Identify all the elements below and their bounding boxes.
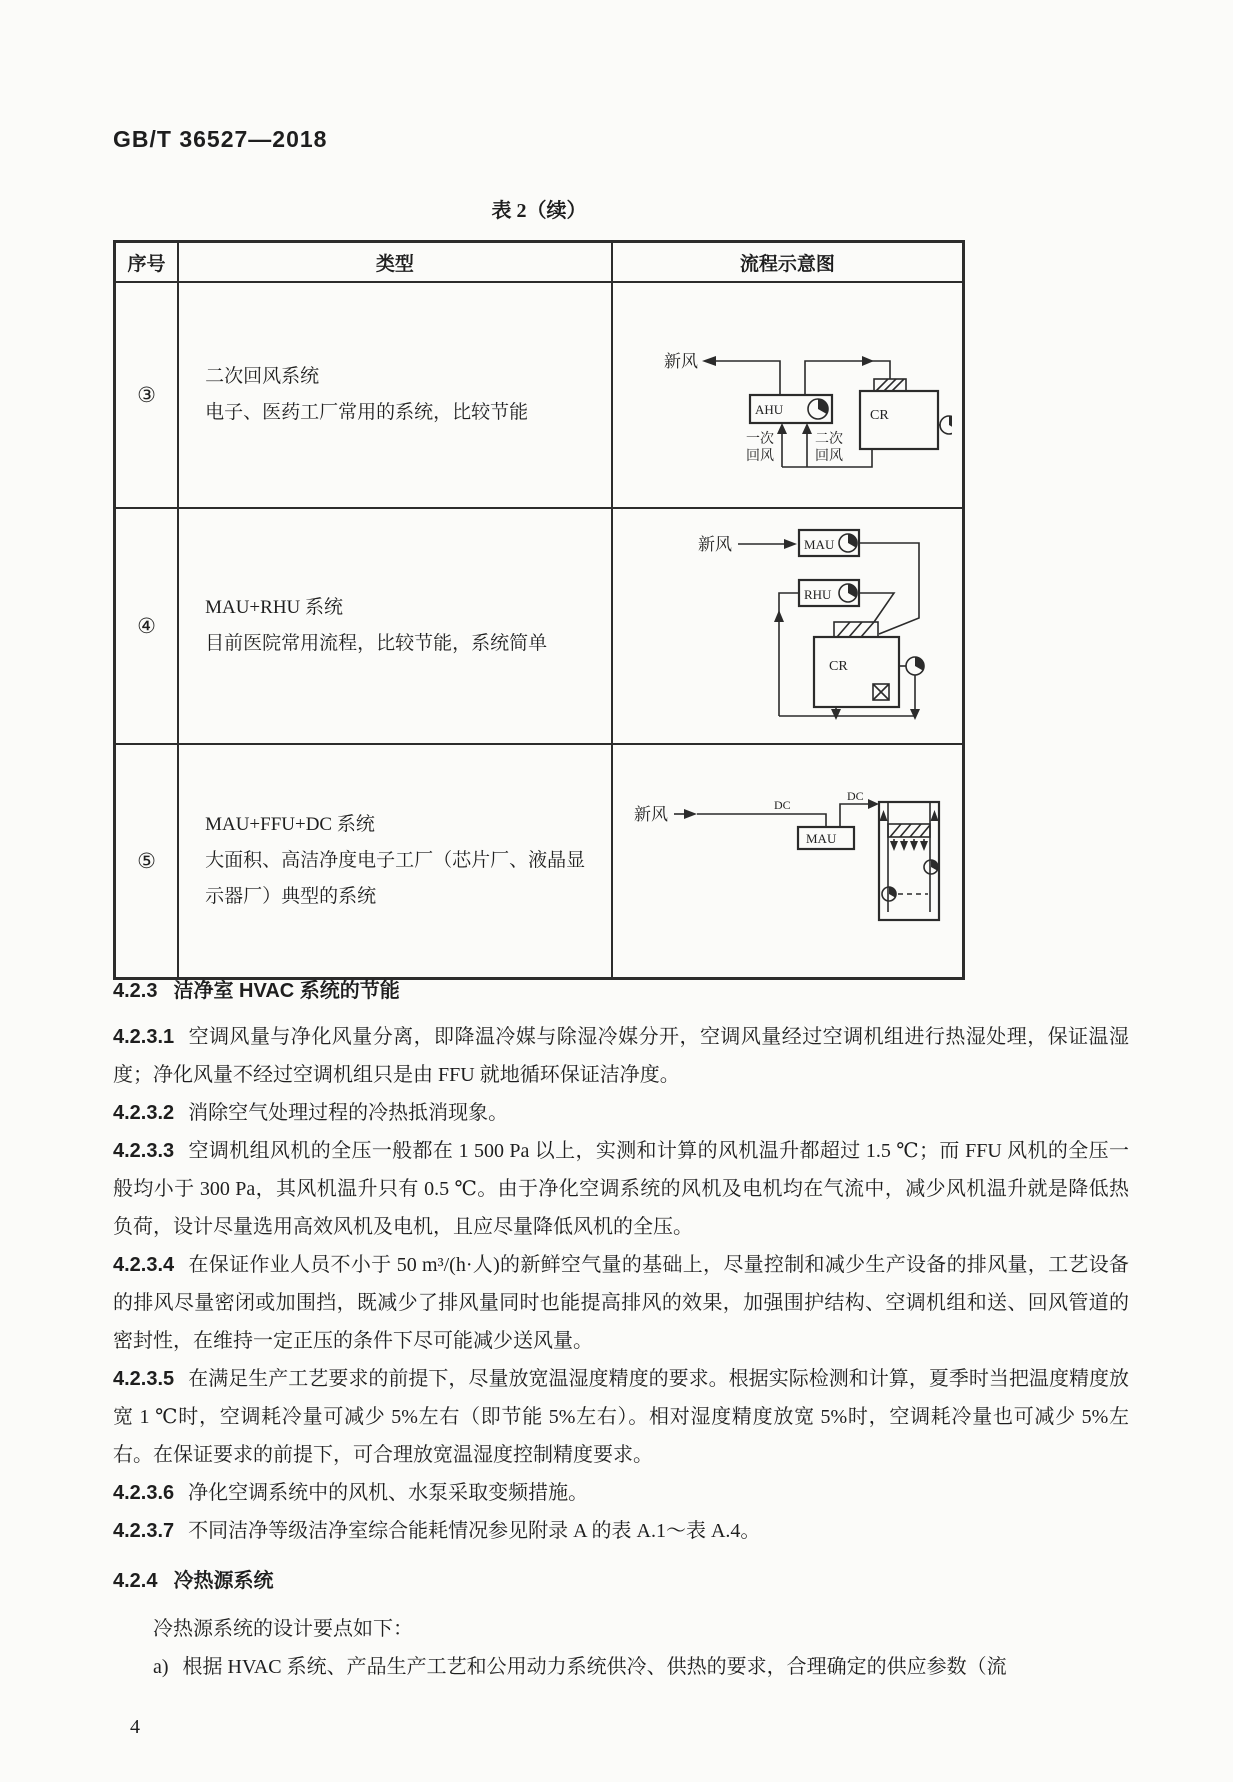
table-header-row	[115, 242, 964, 283]
fan-icon	[940, 416, 952, 434]
diagram-cell	[612, 282, 964, 508]
table-row-5	[115, 744, 964, 979]
col-header-index: 序号	[115, 242, 179, 283]
clause-4-2-3-5: 4.2.3.5 在满足生产工艺要求的前提下，尽量放宽温湿度精度的要求。根据实际检测和计算，夏季时当把温度精度放宽 1 ℃时，空调耗冷量可减少 5%左右（即节能 5%左右）。相对湿度精度放宽 5%时，空调耗冷量也可减少 5%左右。在保证要求的前提下，可合理放宽温湿度控制精度要求。	[113, 1368, 1129, 1466]
fan-icon	[924, 859, 938, 873]
system-type-table	[113, 240, 965, 980]
arrow-left-icon	[702, 356, 716, 366]
damper-icon	[873, 684, 889, 700]
type-desc: 目前医院常用流程，比较节能，系统简单	[205, 633, 548, 654]
diagram-cell	[612, 744, 964, 979]
section-heading-4-2-3	[113, 972, 1129, 1010]
arrow-down-icon	[831, 709, 841, 720]
type-desc: 电子、医药工厂常用的系统，比较节能	[205, 402, 529, 423]
fan-icon	[906, 657, 924, 675]
section-title: 冷热源系统	[173, 1570, 274, 1592]
filter-icon	[874, 379, 906, 391]
arrow-up-icon	[774, 610, 784, 622]
section-number: 4.2.3	[113, 980, 158, 1002]
type-cell	[178, 508, 612, 744]
fan-icon	[808, 398, 828, 418]
ahu-label: AHU	[755, 401, 784, 417]
fan-icon	[839, 534, 857, 552]
arrow-up-icon	[880, 810, 888, 821]
list-item-label: a)	[153, 1656, 169, 1678]
fan-icon	[839, 584, 857, 602]
table-row-4	[115, 508, 964, 744]
dry-coil-label: DC	[847, 788, 865, 803]
row-index: ③	[115, 282, 179, 508]
arrow-right-icon	[684, 809, 697, 819]
flow-diagram-secondary-return-system	[622, 307, 952, 479]
arrow-down-icon	[890, 841, 898, 851]
arrow-right-icon	[784, 539, 797, 549]
row-index: ⑤	[115, 744, 179, 979]
intro-paragraph-4-2-4: 冷热源系统的设计要点如下：	[153, 1618, 413, 1640]
row-index: ④	[115, 508, 179, 744]
rhu-label: RHU	[804, 586, 832, 602]
arrow-down-icon	[920, 841, 928, 851]
section-number: 4.2.4	[113, 1570, 158, 1592]
primary-return-label: 一次	[746, 431, 775, 447]
type-cell	[178, 282, 612, 508]
dry-coil-label: DC	[774, 797, 792, 812]
arrow-down-icon	[910, 841, 918, 851]
cleanroom-label: CR	[829, 658, 849, 674]
type-title: MAU+RHU 系统	[205, 597, 344, 618]
col-header-type: 类型	[178, 242, 612, 283]
col-header-diagram: 流程示意图	[612, 242, 964, 283]
clause-4-2-3-4: 4.2.3.4 在保证作业人员不小于 50 m³/(h·人)的新鲜空气量的基础上，尽量控制和减少生产设备的排风量，工艺设备的排风尽量密闭或加围挡，既减少了排风量同时也能提高排风的效果，加强围护结构、空调机组和送、回风管道的密封性，在维持一定正压的条件下尽可能减少送风量。	[113, 1254, 1129, 1352]
body-text	[113, 972, 1129, 1686]
clause-4-2-3-7: 4.2.3.7 不同洁净等级洁净室综合能耗情况参见附录 A 的表 A.1～表 A.4。	[113, 1520, 761, 1542]
fan-icon	[882, 886, 896, 900]
arrow-up-icon	[802, 423, 812, 434]
page-number: 4	[130, 1716, 140, 1738]
clause-4-2-3-6: 4.2.3.6 净化空调系统中的风机、水泵采取变频措施。	[113, 1482, 589, 1504]
type-cell	[178, 744, 612, 979]
filter-icon	[834, 622, 878, 637]
svg-text:回风: 回风	[815, 448, 844, 464]
list-item-text: 根据 HVAC 系统、产品生产工艺和公用动力系统供冷、供热的要求，合理确定的供应参数（流	[182, 1656, 1007, 1678]
arrow-up-icon	[777, 423, 787, 434]
arrow-up-icon	[931, 810, 939, 821]
fresh-air-label: 新风	[634, 804, 669, 824]
table-title: 表 2（续）	[491, 200, 587, 222]
type-title: 二次回风系统	[205, 366, 320, 387]
ffu-filter-strip	[888, 824, 930, 837]
fresh-air-label: 新风	[664, 351, 699, 371]
clause-4-2-3-1: 4.2.3.1 空调风量与净化风量分离，即降温冷媒与除湿冷媒分开，空调风量经过空调机组进行热湿处理，保证温湿度；净化风量不经过空调机组只是由 FFU 就地循环保证洁净度。	[113, 1026, 1129, 1086]
diagram-cell	[612, 508, 964, 744]
arrow-right-icon	[868, 799, 879, 809]
clause-4-2-3-3: 4.2.3.3 空调机组风机的全压一般都在 1 500 Pa 以上，实测和计算的风机温升都超过 1.5 ℃；而 FFU 风机的全压一般均小于 300 Pa，其风机温升只有 0.5 ℃。由于净化空调系统的风机及电机均在气流中，减少风机温升就是降低热负荷，设计尽量选用高效风机及电机，且应尽量降低风机的全压。	[113, 1140, 1129, 1238]
svg-text:回风: 回风	[746, 448, 775, 464]
arrow-down-icon	[910, 709, 920, 720]
flow-diagram-mau-rhu-system	[636, 518, 938, 730]
mau-label: MAU	[806, 830, 837, 846]
arrow-down-icon	[900, 841, 908, 851]
section-title: 洁净室 HVAC 系统的节能	[173, 980, 400, 1002]
mau-label: MAU	[804, 536, 835, 552]
section-heading-4-2-4	[113, 1562, 1129, 1600]
type-title: MAU+FFU+DC 系统	[205, 814, 375, 835]
cleanroom-label: CR	[870, 407, 890, 423]
type-desc: 大面积、高洁净度电子工厂（芯片厂、液晶显示器厂）典型的系统	[205, 850, 586, 907]
clause-4-2-3-2: 4.2.3.2 消除空气处理过程的冷热抵消现象。	[113, 1102, 509, 1124]
list-item-a	[113, 1648, 1129, 1686]
standard-number: GB/T 36527—2018	[113, 126, 328, 152]
table-row-3	[115, 282, 964, 508]
secondary-return-label: 二次	[815, 431, 844, 447]
arrow-right-icon	[862, 356, 874, 366]
fresh-air-label: 新风	[698, 534, 733, 554]
flow-diagram-mau-ffu-dc-system	[626, 788, 948, 930]
